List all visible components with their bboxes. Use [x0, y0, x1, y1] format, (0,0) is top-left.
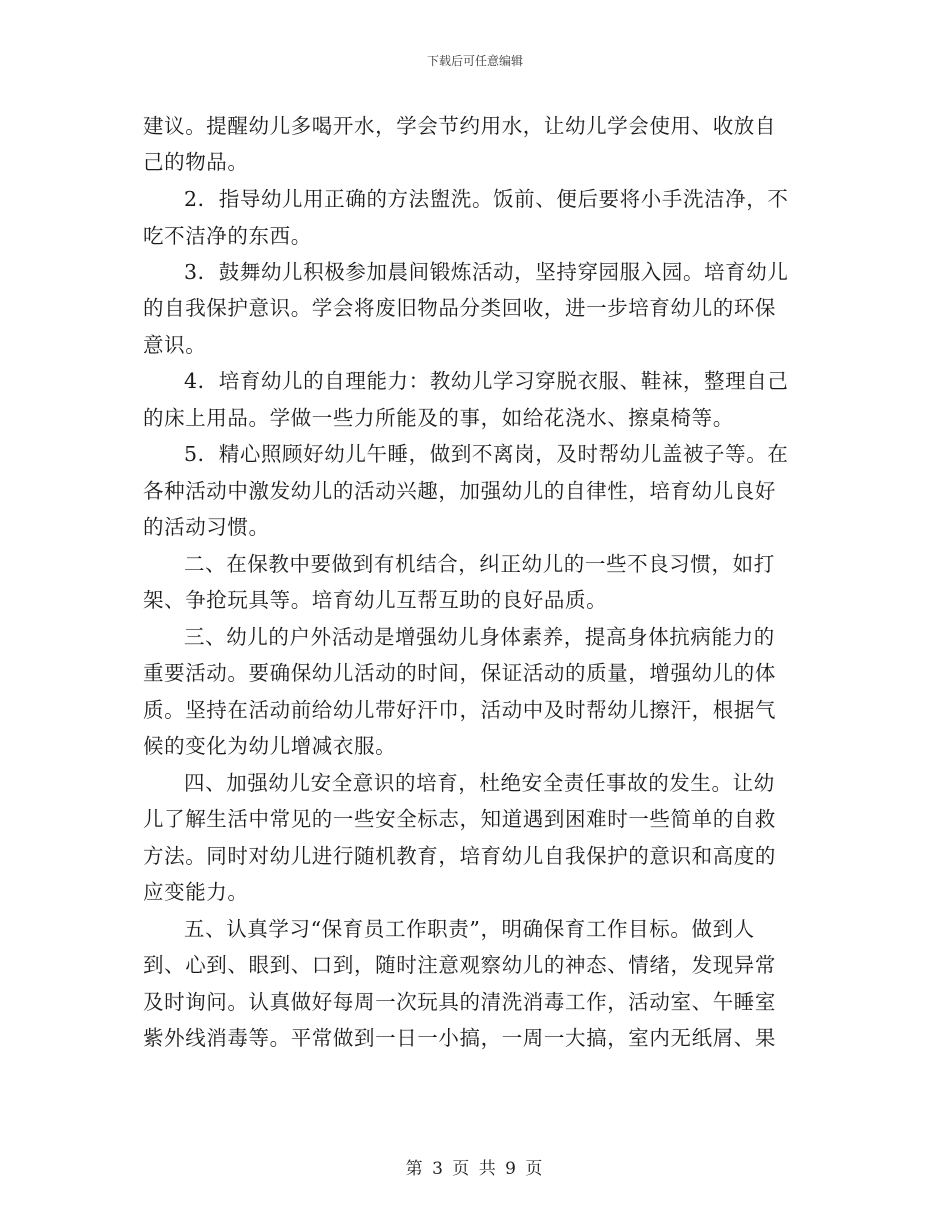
text-line: 3．鼓舞幼儿积极参加晨间锻炼活动，坚持穿园服入园。培育幼儿 — [184, 260, 789, 284]
text-line: 四、加强幼儿安全意识的培育，杜绝安全责任事故的发生。让幼 — [184, 771, 775, 795]
text-line: 二、在保教中要做到有机结合，纠正幼儿的一些不良习惯，如打 — [184, 552, 775, 576]
text-line: 建议。提醒幼儿多喝开水，学会节约用水，让幼儿学会使用、收放自 — [143, 114, 776, 138]
text-line: 的自我保护意识。学会将废旧物品分类回收，进一步培育幼儿的环保 — [143, 296, 776, 320]
text-line: 5．精心照顾好幼儿午睡，做到不离岗，及时帮幼儿盖被子等。在 — [184, 442, 789, 466]
text-line: 4．培育幼儿的自理能力：教幼儿学习穿脱衣服、鞋袜，整理自己 — [184, 369, 789, 393]
text-line: 紫外线消毒等。平常做到一日一小搞，一周一大搞，室内无纸屑、果 — [143, 1026, 776, 1050]
text-line: 2．指导幼儿用正确的方法盥洗。饭前、便后要将小手洗洁净，不 — [184, 187, 789, 211]
text-line: 质。坚持在活动前给幼儿带好汗巾，活动中及时帮幼儿擦汗，根据气 — [143, 698, 776, 722]
text-line: 候的变化为幼儿增减衣服。 — [143, 734, 397, 758]
text-line: 意识。 — [143, 333, 207, 357]
text-line: 到、心到、眼到、口到，随时注意观察幼儿的神态、情绪，发现异常 — [143, 953, 776, 977]
text-line: 五、认真学习“保育员工作职责”，明确保育工作目标。做到人 — [184, 917, 755, 941]
text-line: 儿了解生活中常见的一些安全标志，知道遇到困难时一些简单的自救 — [143, 807, 776, 831]
page-header: 下载后可任意编辑 — [426, 54, 523, 68]
text-line: 架、争抢玩具等。培育幼儿互帮互助的良好品质。 — [143, 588, 608, 612]
text-line: 重要活动。要确保幼儿活动的时间，保证活动的质量，增强幼儿的体 — [143, 661, 776, 685]
text-line: 各种活动中激发幼儿的活动兴趣，加强幼儿的自律性，培育幼儿良好 — [143, 479, 776, 503]
text-line: 的活动习惯。 — [143, 515, 270, 539]
text-line: 吃不洁净的东西。 — [143, 224, 312, 248]
text-line: 及时询问。认真做好每周一次玩具的清洗消毒工作，活动室、午睡室 — [143, 990, 776, 1014]
text-line: 三、幼儿的户外活动是增强幼儿身体素养，提高身体抗病能力的 — [184, 625, 775, 649]
text-line: 应变能力。 — [143, 880, 249, 904]
text-line: 的床上用品。学做一些力所能及的事，如给花浇水、擦桌椅等。 — [143, 406, 734, 430]
text-line: 方法。同时对幼儿进行随机教育，培育幼儿自我保护的意识和高度的 — [143, 844, 776, 868]
text-line: 己的物品。 — [143, 150, 249, 174]
page-footer: 第 3 页 共 9 页 — [405, 1159, 545, 1179]
